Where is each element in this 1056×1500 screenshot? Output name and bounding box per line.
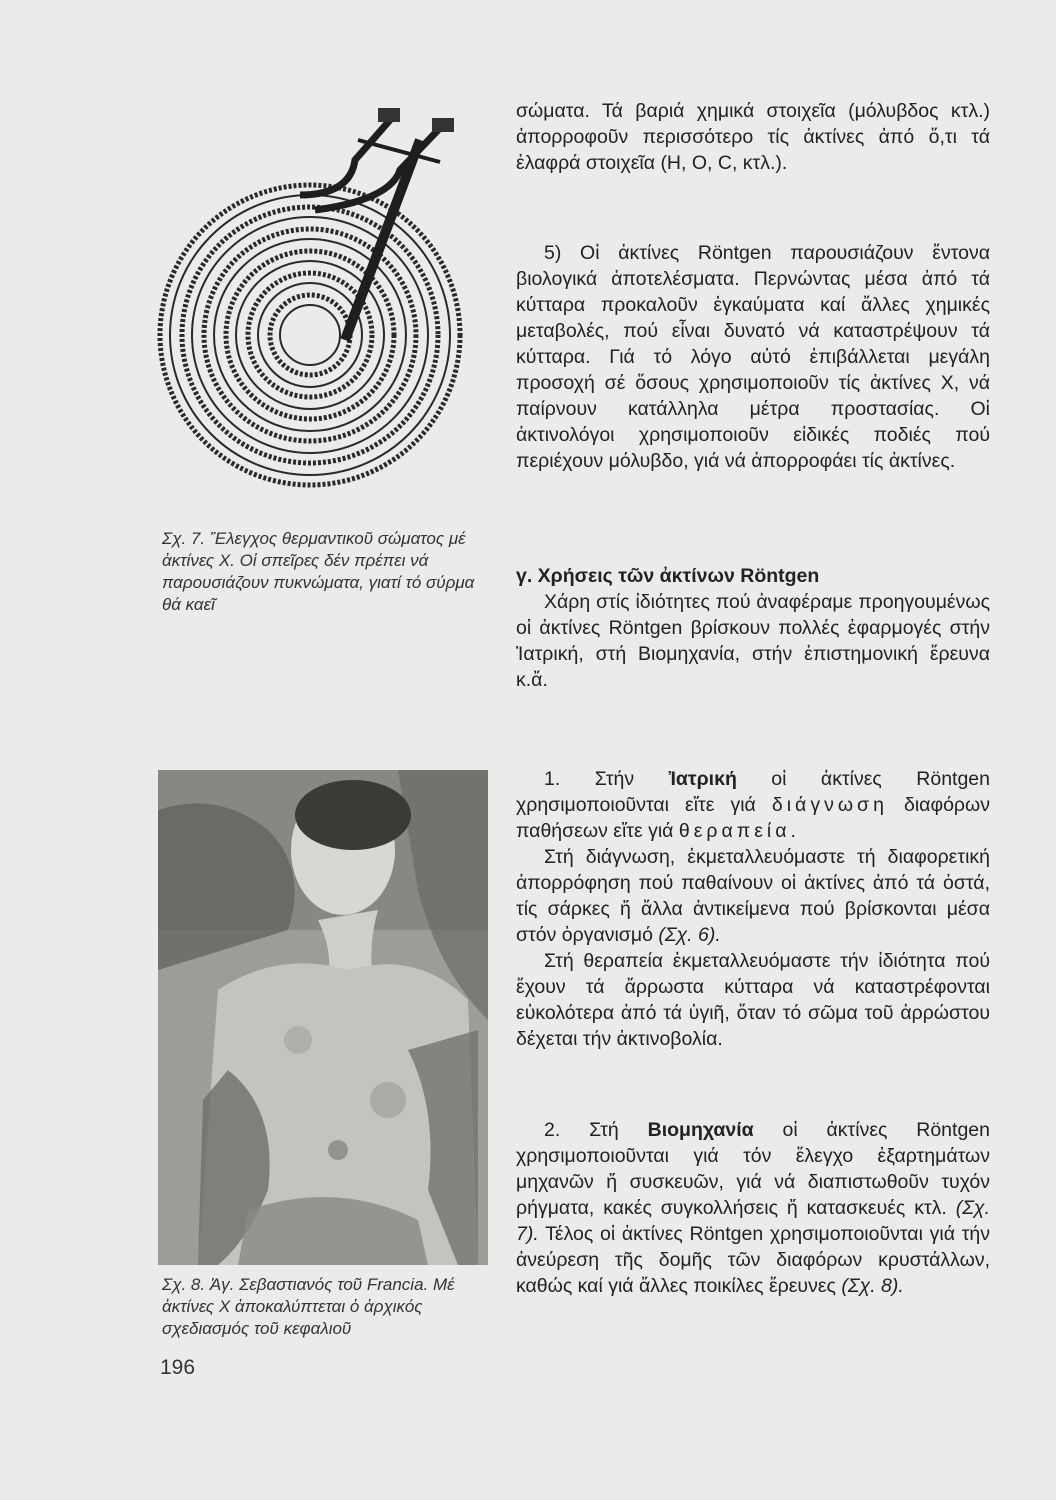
text-block-2 <box>516 240 990 474</box>
diagnosis-figure-ref: (Σχ. 6). <box>658 924 721 946</box>
medicine-text-g: . <box>790 820 796 842</box>
figure-7-caption: Σχ. 7. Ἔλεγχος θερμαντικοῦ σώματος μέ ἀκτίνες Χ. Οἱ σπεῖρες δέν πρέπει νά παρουσιάζουν πυκνώματα, γιατί τό σύρμα θά καεῖ <box>162 529 475 614</box>
industry-text-e: Τέλος οἱ ἀκτίνες Röntgen χρησιμοποιοῦνται γιά τήν ἀνεύρεση τῆς δομῆς τῶν διαφόρων κρυστάλλων, καθώς καί γιά ἄλλες ποικίλες ἔρευνες <box>516 1223 990 1297</box>
paragraph-medicine <box>516 766 990 844</box>
medicine-text-e: διαφόρων παθήσεων εἴτε γιά <box>516 794 991 842</box>
figure-8-caption: Σχ. 8. Ἁγ. Σεβαστιανός τοῦ Francia. Μέ ἀκτίνες Χ ἀποκαλύπτεται ὁ ἀρχικός σχεδιασμός τοῦ κεφαλιοῦ <box>162 1275 455 1338</box>
paragraph-industry <box>516 1117 990 1299</box>
page-number: 196 <box>160 1356 196 1379</box>
paragraph-continuation: σώματα. Τά βαριά χημικά στοιχεῖα (μόλυβδος κτλ.) ἀπορροφοῦν περισσότερο τίς ἀκτίνες ἀπό ὅ,τι τά ἐλαφρά στοιχεῖα (Η, Ο, C, κτλ.). <box>516 100 990 174</box>
text-block-1 <box>516 98 990 176</box>
painting-xray-figure <box>158 770 488 1265</box>
paragraph-diagnosis <box>516 844 990 948</box>
industry-text-c: οἱ ἀκτίνες Röntgen χρησιμοποιοῦνται γιά τόν ἔλεγχο ἐξαρτημάτων μηχανῶν ἤ συσκευῶν, γιά νά διαπιστωθοῦν τυχόν ρήγματα, κακές συγκολλήσεις ἤ κατασκευές κτλ. <box>516 1119 990 1219</box>
paragraph-uses-intro: Χάρη στίς ἰδιότητες πού ἀναφέραμε προηγουμένως οἱ ἀκτίνες Röntgen βρίσκουν πολλές ἐφαρμογές στήν Ἰατρική, στή Βιομηχανία, στήν ἐπιστημονική ἔρευνα κ.ἄ. <box>516 591 990 691</box>
painting-xray-image <box>158 770 488 1265</box>
section-heading: γ. Χρήσεις τῶν ἀκτίνων Röntgen <box>516 565 820 587</box>
medicine-text-a: 1. Στήν <box>544 768 669 790</box>
paragraph-therapy: Στή θεραπεία ἐκμεταλλευόμαστε τήν ἰδιότητα πού ἔχουν τά ἄρρωστα κύτταρα νά καταστρέφονται εὐκολότερα ἀπό τά ὑγιῆ, ὅταν τό σῶμα τοῦ ἀρρώστου δέχεται τήν ἀκτινοβολία. <box>516 950 990 1050</box>
medicine-text-c: οἱ ἀκτίνες Röntgen χρησιμοποιοῦνται εἴτε γιά <box>516 768 990 816</box>
figure-hair <box>295 780 411 850</box>
medicine-keyword: Ἰατρική <box>668 768 737 790</box>
therapy-keyword: θεραπεία <box>678 820 791 842</box>
industry-text-a: 2. Στή <box>544 1119 648 1141</box>
coil-spiral <box>160 185 460 485</box>
diagnosis-text: Στή διάγνωση, ἐκμεταλλευόμαστε τή διαφορετική ἀπορρόφηση πού παθαίνουν οἱ ἀκτίνες ἀπό τά ὀστά, τίς σάρκες ἤ ἄλλα ἀντικείμενα πού βρίσκονται μέσα στόν ὀργανισμό <box>516 846 990 946</box>
text-block-5 <box>516 1117 990 1299</box>
heating-coil-xray-figure <box>150 100 480 520</box>
industry-figure-ref-8: (Σχ. 8). <box>841 1275 904 1297</box>
industry-figure-ref-7: (Σχ. 7). <box>516 1197 990 1245</box>
text-block-4 <box>516 766 990 1052</box>
industry-keyword: Βιομηχανία <box>647 1119 754 1141</box>
text-block-3 <box>516 563 990 693</box>
paragraph-biological-effects: 5) Οἱ ἀκτίνες Röntgen παρουσιάζουν ἔντονα βιολογικά ἀποτελέσματα. Περνώντας μέσα ἀπό τά κύτταρα προκαλοῦν ἐγκαύματα καί ἄλλες χημικές μεταβολές, πού εἶναι δυνατό νά καταστρέψουν τά κύτταρα. Γιά τό λόγο αὐτό ἐπιβάλλεται μεγάλη προσοχή σέ ὅσους χρησιμοποιοῦν τίς ἀκτίνες Χ, νά παίρνουν κατάλληλα μέτρα προστασίας. Οἱ ἀκτινολόγοι χρησιμοποιοῦν εἰδικές ποδιές πού περιέχουν μόλυβδο, γιά νά ἀπορροφάει τίς ἀκτίνες. <box>516 242 990 472</box>
diagnosis-keyword: διάγνωση <box>771 794 888 816</box>
